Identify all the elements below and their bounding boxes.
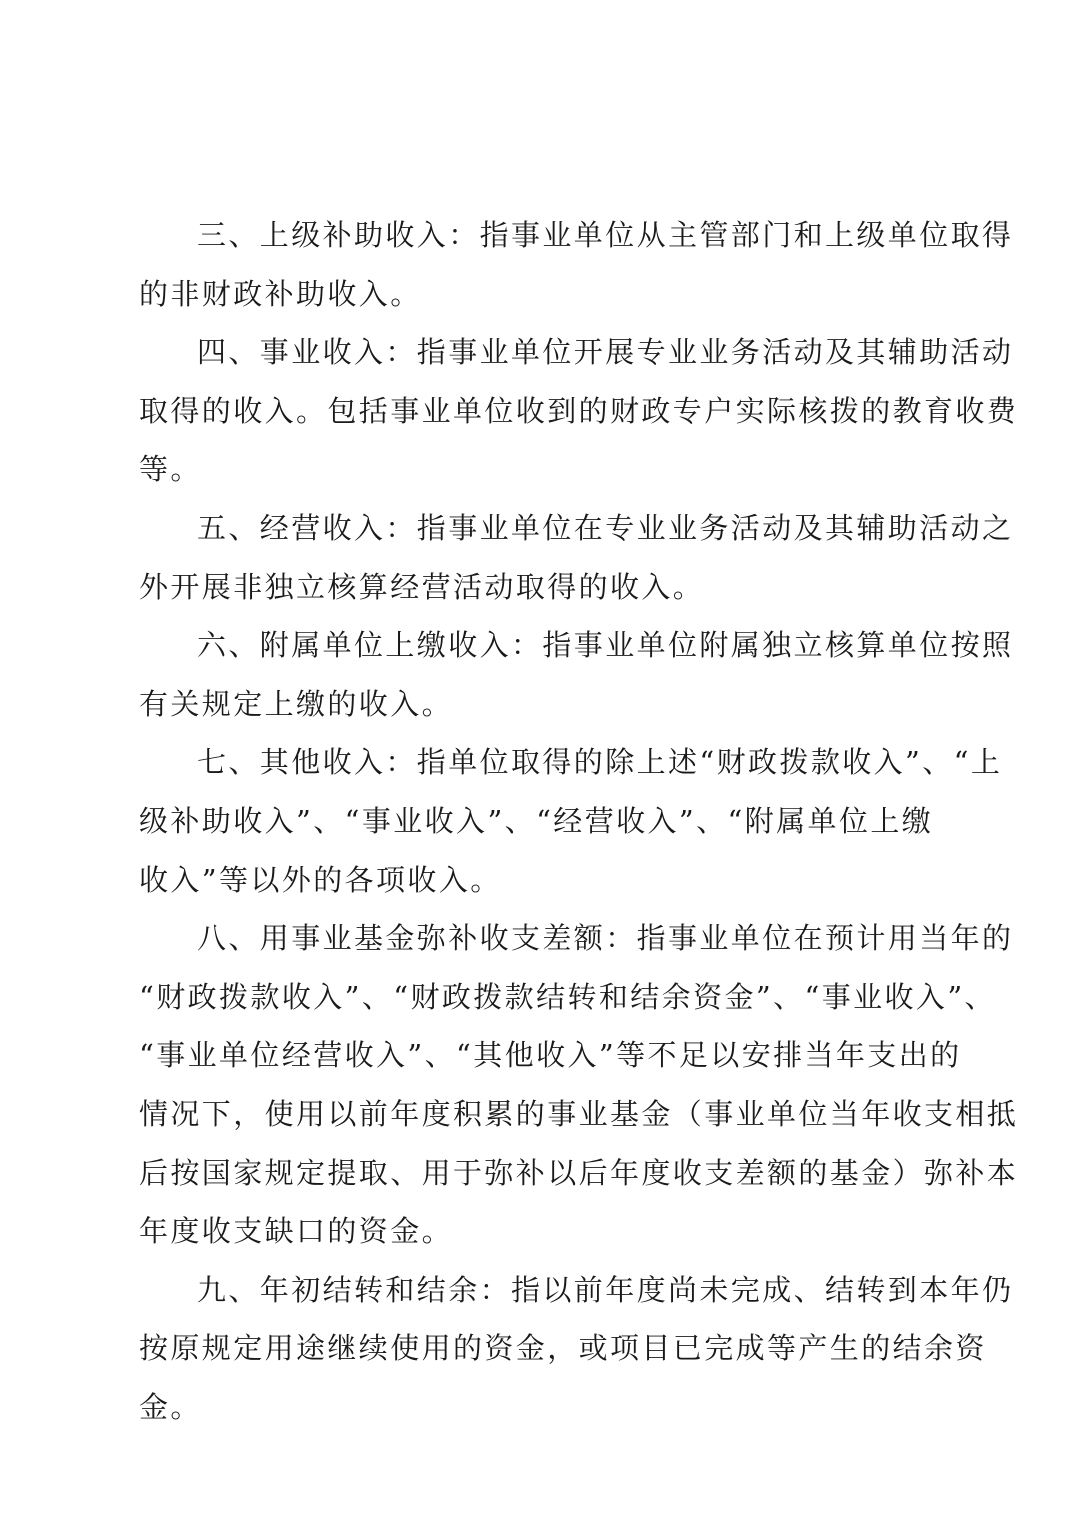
paragraph-first-line: 四、事业收入：指事业单位开展专业业务活动及其辅助活动 bbox=[197, 335, 1014, 370]
paragraph-first-line: 九、年初结转和结余：指以前年度尚未完成、结转到本年仍 bbox=[197, 1272, 1014, 1307]
paragraph-line: 收入”等以外的各项收入。 bbox=[139, 862, 502, 897]
paragraph-line: 有关规定上缴的收入。 bbox=[139, 686, 454, 721]
paragraph-first-line: 五、经营收入：指事业单位在专业业务活动及其辅助活动之 bbox=[197, 510, 1014, 545]
paragraph-line: “财政拨款收入”、“财政拨款结转和结余资金”、“事业收入”、 bbox=[139, 979, 996, 1014]
document-body bbox=[139, 206, 1019, 1436]
paragraph-line: “事业单位经营收入”、“其他收入”等不足以安排当年支出的 bbox=[139, 1038, 962, 1073]
paragraph-line: 年度收支缺口的资金。 bbox=[139, 1214, 454, 1249]
paragraph-first-line: 七、其他收入：指单位取得的除上述“财政拨款收入”、“上 bbox=[197, 745, 1003, 780]
paragraph-line: 外开展非独立核算经营活动取得的收入。 bbox=[139, 569, 705, 604]
paragraph-line: 金。 bbox=[139, 1389, 202, 1424]
paragraph-line: 按原规定用途继续使用的资金，或项目已完成等产生的结余资 bbox=[139, 1331, 987, 1366]
paragraph-line: 的非财政补助收入。 bbox=[139, 276, 422, 311]
paragraph-first-line: 八、用事业基金弥补收支差额：指事业单位在预计用当年的 bbox=[197, 921, 1014, 956]
paragraph-first-line: 六、附属单位上缴收入：指事业单位附属独立核算单位按照 bbox=[197, 628, 1014, 663]
paragraph-line: 等。 bbox=[139, 452, 202, 487]
paragraph-line: 情况下，使用以前年度积累的事业基金（事业单位当年收支相抵 bbox=[139, 1096, 1019, 1131]
paragraph-line: 级补助收入”、“事业收入”、“经营收入”、“附属单位上缴 bbox=[139, 803, 934, 838]
paragraph-first-line: 三、上级补助收入：指事业单位从主管部门和上级单位取得 bbox=[197, 218, 1014, 252]
paragraph-line: 后按国家规定提取、用于弥补以后年度收支差额的基金）弥补本 bbox=[139, 1155, 1019, 1190]
paragraph-line: 取得的收入。包括事业单位收到的财政专户实际核拨的教育收费 bbox=[139, 393, 1019, 428]
